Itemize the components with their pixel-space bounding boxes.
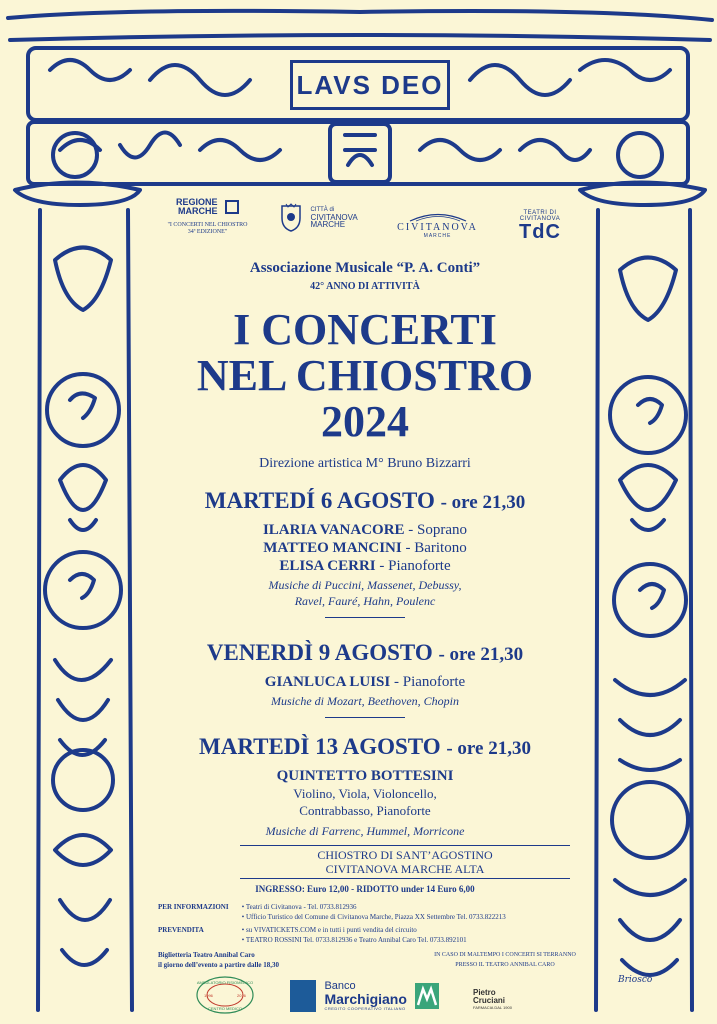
performer — [150, 521, 580, 539]
pietro-caption: FARMACIA DAL 1900 — [473, 1005, 512, 1010]
teatri-text: TEATRI DI CIVITANOVA — [519, 210, 561, 222]
info-line: • Teatri di Civitanova - Tel. 0733.812936 — [241, 903, 357, 911]
ensemble-name-text: QUINTETTO BOTTESINI — [276, 768, 454, 784]
presale-line: • TEATRO ROSSINI Tel. 0733.812936 e Teatro Annibal Caro Tel. 0733.892101 — [241, 936, 467, 944]
wave-arc-icon — [408, 212, 468, 222]
marche-text: MARCHE — [178, 206, 218, 216]
event-date-text: VENERDÌ 9 AGOSTO — [206, 640, 433, 665]
civitanova-brand-logo — [390, 212, 485, 239]
institution-logos — [160, 198, 580, 253]
year-of-activity: 42° ANNO DI ATTIVITÀ — [310, 281, 420, 292]
event-date-text: MARTEDÍ 6 AGOSTO — [204, 488, 435, 513]
instruments-line: Violino, Viola, Violoncello, — [293, 786, 437, 801]
performer-role: - Soprano — [408, 522, 468, 538]
fisio-top-text: AMBULATORIO FISIOMEDICO — [196, 980, 254, 985]
box-office — [158, 950, 279, 970]
event-date — [150, 488, 580, 516]
city-crest-icon — [280, 202, 302, 232]
regione-marche-logo — [160, 198, 255, 236]
artistic-direction: Direzione artistica M° Bruno Bizzarri — [259, 456, 471, 471]
pietro-text: Pietro — [473, 988, 496, 997]
info-label: PER INFORMAZIONI — [158, 903, 229, 911]
ticket-prices: INGRESSO: Euro 12,00 - RIDOTTO under 14 Euro 6,00 — [255, 884, 475, 894]
rain-note-line: IN CASO DI MALTEMPO I CONCERTI SI TERRANNO — [434, 952, 576, 958]
banco-square-icon — [290, 980, 316, 1012]
separator — [325, 717, 405, 718]
citta-civitanova-logo — [280, 202, 360, 232]
box-office-line: il giorno dell’evento a partire dalle 18,30 — [158, 961, 279, 969]
program-line: Musiche di Mozart, Beethoven, Chopin — [271, 694, 459, 708]
tdc-mark: TdC — [519, 221, 561, 243]
presale-line: • su VIVATICKETS.COM e in tutti i punti vendita del circuito — [241, 926, 417, 934]
artist-signature: Briosco — [618, 975, 653, 985]
regione-emblem-icon — [225, 200, 239, 214]
association-name: Associazione Musicale “P. A. Conti” — [249, 260, 481, 276]
banco-caption: CREDITO COOPERATIVO ITALIANO — [324, 1006, 406, 1011]
event-time: - ore 21,30 — [446, 738, 531, 759]
venue-line-1: CHIOSTRO DI SANT’AGOSTINO — [317, 848, 493, 862]
event-date — [150, 734, 580, 762]
title-line-3: 2024 — [321, 397, 409, 446]
rain-note — [420, 950, 590, 970]
banco-m-icon — [415, 983, 439, 1009]
performer — [150, 539, 580, 557]
performer-role: - Baritono — [405, 540, 467, 556]
performer-name: GIANLUCA LUISI — [264, 674, 391, 690]
teatri-civitanova-logo — [505, 210, 575, 242]
fisio-bottom-text: CENTRO MEDICO — [208, 1006, 242, 1011]
poster-title — [150, 307, 580, 445]
performer — [150, 673, 580, 691]
event-2 — [150, 640, 580, 718]
event-3 — [150, 734, 580, 839]
info-line: • Ufficio Turistico del Comune di Civitanova Marche, Piazza XX Settembre Tel. 0733.822213 — [241, 913, 506, 921]
citta-marche-text: MARCHE — [310, 219, 346, 229]
program-line: Musiche di Farrenc, Hummel, Morricone — [265, 824, 465, 838]
performer-role: - Pianoforte — [393, 674, 466, 690]
program-line: Ravel, Fauré, Hahn, Poulenc — [294, 594, 436, 608]
marchigiano-text: Marchigiano — [324, 991, 407, 1007]
pietro-cruciani-logo — [473, 989, 512, 1010]
title-line-2: NEL CHIOSTRO — [196, 351, 534, 400]
event-time: - ore 21,30 — [438, 644, 524, 665]
instruments-line: Contrabbasso, Pianoforte — [299, 803, 431, 818]
arch-inscription: LAVS DEO — [290, 60, 450, 110]
presale-block — [158, 925, 467, 945]
banco-text: Banco — [324, 980, 356, 992]
fisio-year-left: 1996 — [204, 993, 213, 998]
cruciani-text: Cruciani — [473, 996, 506, 1005]
event-date-text: MARTEDÌ 13 AGOSTO — [199, 734, 441, 759]
regione-text: REGIONE — [176, 197, 218, 207]
event-time: - ore 21,30 — [440, 492, 526, 513]
fisiomedico-seal-icon — [195, 975, 255, 1015]
venue — [240, 845, 570, 879]
separator — [325, 617, 405, 618]
citta-name-text: CIVITANOVA — [310, 212, 358, 222]
title-line-1: I CONCERTI — [233, 305, 497, 354]
event-date — [150, 640, 580, 668]
civitanova-brand-text: CIVITANOVA — [397, 222, 478, 233]
performer-name: ILARIA VANACORE — [262, 522, 405, 538]
info-block — [158, 902, 506, 922]
civitanova-brand-sub: MARCHE — [423, 233, 452, 239]
regione-caption-2: 34ª EDIZIONE" — [187, 229, 228, 236]
box-office-line: Biglietteria Teatro Annibal Caro — [158, 951, 255, 959]
citta-di-text: CITTÀ di — [310, 206, 335, 213]
performer-name: ELISA CERRI — [279, 558, 376, 574]
banco-marchigiano-logo — [290, 980, 439, 1012]
performer — [150, 557, 580, 575]
rain-note-line: PRESSO IL TEATRO ANNIBAL CARO — [455, 962, 555, 968]
performer-role: - Pianoforte — [379, 558, 451, 574]
program-line: Musiche di Puccini, Massenet, Debussy, — [268, 578, 462, 592]
sponsor-logos — [195, 975, 555, 1020]
venue-line-2: CIVITANOVA MARCHE ALTA — [325, 862, 485, 876]
regione-caption-1: "I CONCERTI NEL CHIOSTRO — [167, 222, 248, 229]
event-1 — [150, 488, 580, 618]
presale-label: PREVENDITA — [158, 926, 204, 934]
ensemble-name — [150, 767, 580, 785]
fisio-year-right: 2016 — [237, 993, 246, 998]
performer-name: MATTEO MANCINI — [263, 540, 402, 556]
